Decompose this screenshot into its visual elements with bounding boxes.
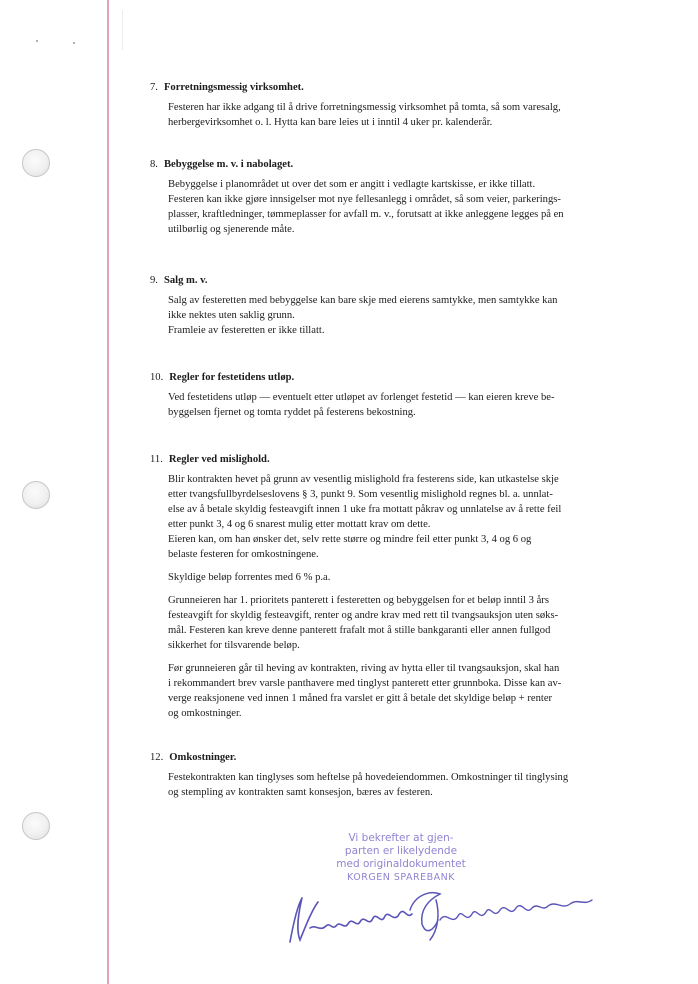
- text-line: byggelsen fjernet og tomta ryddet på festerens bekostning.: [168, 407, 416, 418]
- text-line: og omkostninger.: [168, 708, 242, 719]
- section-8: [150, 157, 650, 237]
- text-line: Festekontrakten kan tinglyses som heftelse på hovedeiendommen. Omkostninger til tinglysing: [168, 772, 569, 783]
- section-title: Regler ved mislighold.: [168, 454, 270, 465]
- section-paragraph: [168, 770, 650, 800]
- section-12: [150, 750, 650, 800]
- stamp-line: Vi bekrefter at gjen-: [348, 832, 454, 844]
- text-line: Framleie av festeretten er ikke tillatt.: [168, 325, 325, 336]
- text-line: og stempling av kontrakten samt konsesjon, bæres av festeren.: [168, 787, 433, 798]
- section-title: Omkostninger.: [169, 752, 237, 763]
- section-title: Salg m. v.: [163, 275, 208, 286]
- fold-mark: [122, 10, 123, 50]
- section-number: 12.: [150, 752, 164, 763]
- text-line: Før grunneieren går til heving av kontrakten, riving av hytta eller til tvangsauksjon, skal han: [168, 663, 560, 674]
- text-line: Skyldige beløp forrentes med 6 % p.a.: [168, 572, 331, 583]
- section-paragraph: [168, 593, 650, 653]
- text-line: plasser, kraftledninger, tømmeplasser for avfall m. v., forutsatt at ikke anleggene legges på en: [168, 209, 564, 220]
- text-line: Grunneieren har 1. prioritets panterett i festeretten og bebyggelsen for et beløp inntil 3 års: [168, 595, 549, 606]
- stamp-line: med originaldokumentet: [336, 858, 466, 870]
- section-7: [150, 80, 650, 130]
- section-paragraph: [168, 472, 650, 562]
- section-title: Regler for festetidens utløp.: [169, 372, 295, 383]
- text-line: etter tvangsfullbyrdelseslovens § 3, punkt 9. Som vesentlig mislighold regnes bl. a. unnlat-: [168, 489, 553, 500]
- section-heading: [150, 370, 650, 385]
- punch-hole: [22, 481, 50, 509]
- text-line: belaste festeren for omkostningene.: [168, 549, 319, 560]
- text-line: verge reaksjonene ved innen 1 måned fra varslet er gitt å betale det skyldige beløp + renter: [168, 693, 553, 704]
- section-heading: [150, 273, 650, 288]
- section-heading: [150, 452, 650, 467]
- text-line: else av å betale skyldig festeavgift innen 1 uke fra mottatt påkrav og unnlatelse av å rette feil: [168, 504, 562, 515]
- margin-rule: [107, 0, 109, 984]
- section-number: 11.: [150, 454, 163, 465]
- text-line: utilbørlig og sjenerende måte.: [168, 224, 295, 235]
- section-paragraph: [168, 293, 650, 338]
- section-paragraph: [168, 570, 650, 585]
- section-title: Bebyggelse m. v. i nabolaget.: [163, 159, 294, 170]
- text-line: Salg av festeretten med bebyggelse kan bare skje med eierens samtykke, men samtykke kan: [168, 295, 558, 306]
- section-paragraph: [168, 100, 650, 130]
- text-line: Eieren kan, om han ønsker det, selv rette større og mindre feil etter punkt 3, 4 og 6 og: [168, 534, 532, 545]
- text-line: sikkerhet for tilsvarende beløp.: [168, 640, 300, 651]
- section-heading: [150, 750, 650, 765]
- paper-speck: [73, 42, 75, 44]
- text-line: Ved festetidens utløp — eventuelt etter utløpet av forlenget festetid — kan eieren kreve be-: [168, 392, 555, 403]
- section-number: 8.: [150, 159, 158, 170]
- bank-stamp: [316, 832, 486, 884]
- stamp-bank-name: KORGEN SPAREBANK: [347, 872, 455, 883]
- section-number: 7.: [150, 82, 158, 93]
- section-9: [150, 273, 650, 338]
- text-line: festeavgift for skyldig festeavgift, renter og andre krav med rett til tvangsauksjon uten søks-: [168, 610, 559, 621]
- handwritten-signature: [280, 880, 610, 950]
- paper-speck: [36, 40, 38, 42]
- text-line: mål. Festeren kan kreve denne panterett frafalt mot å stille bankgaranti eller annen fullgod: [168, 625, 551, 636]
- text-line: ikke nektes uten saklig grunn.: [168, 310, 295, 321]
- text-line: Bebyggelse i planområdet ut over det som er angitt i vedlagte kartskisse, er ikke tillatt.: [168, 179, 536, 190]
- punch-hole: [22, 149, 50, 177]
- text-line: Festeren har ikke adgang til å drive forretningsmessig virksomhet på tomta, så som varesalg,: [168, 102, 561, 113]
- stamp-line: parten er likelydende: [344, 845, 458, 857]
- section-number: 10.: [150, 372, 164, 383]
- section-heading: [150, 157, 650, 172]
- section-10: [150, 370, 650, 420]
- text-line: herbergevirksomhet o. l. Hytta kan bare leies ut i inntil 4 uker pr. kalenderår.: [168, 117, 493, 128]
- section-heading: [150, 80, 650, 95]
- text-line: Blir kontrakten hevet på grunn av vesentlig mislighold fra festerens side, kan utkastelse skje: [168, 474, 559, 485]
- text-line: Festeren kan ikke gjøre innsigelser mot nye fellesanlegg i området, så som veier, parkerings-: [168, 194, 561, 205]
- section-paragraph: [168, 177, 650, 237]
- section-11: [150, 452, 650, 721]
- section-title: Forretningsmessig virksomhet.: [163, 82, 304, 93]
- text-line: i rekommandert brev varsle panthavere med tinglyst panterett etter grunnboka. Disse kan av-: [168, 678, 562, 689]
- section-number: 9.: [150, 275, 158, 286]
- text-line: etter punkt 3, 4 og 6 snarest mulig etter mottatt krav om dette.: [168, 519, 431, 530]
- section-paragraph: [168, 390, 650, 420]
- section-paragraph: [168, 661, 650, 721]
- punch-hole: [22, 812, 50, 840]
